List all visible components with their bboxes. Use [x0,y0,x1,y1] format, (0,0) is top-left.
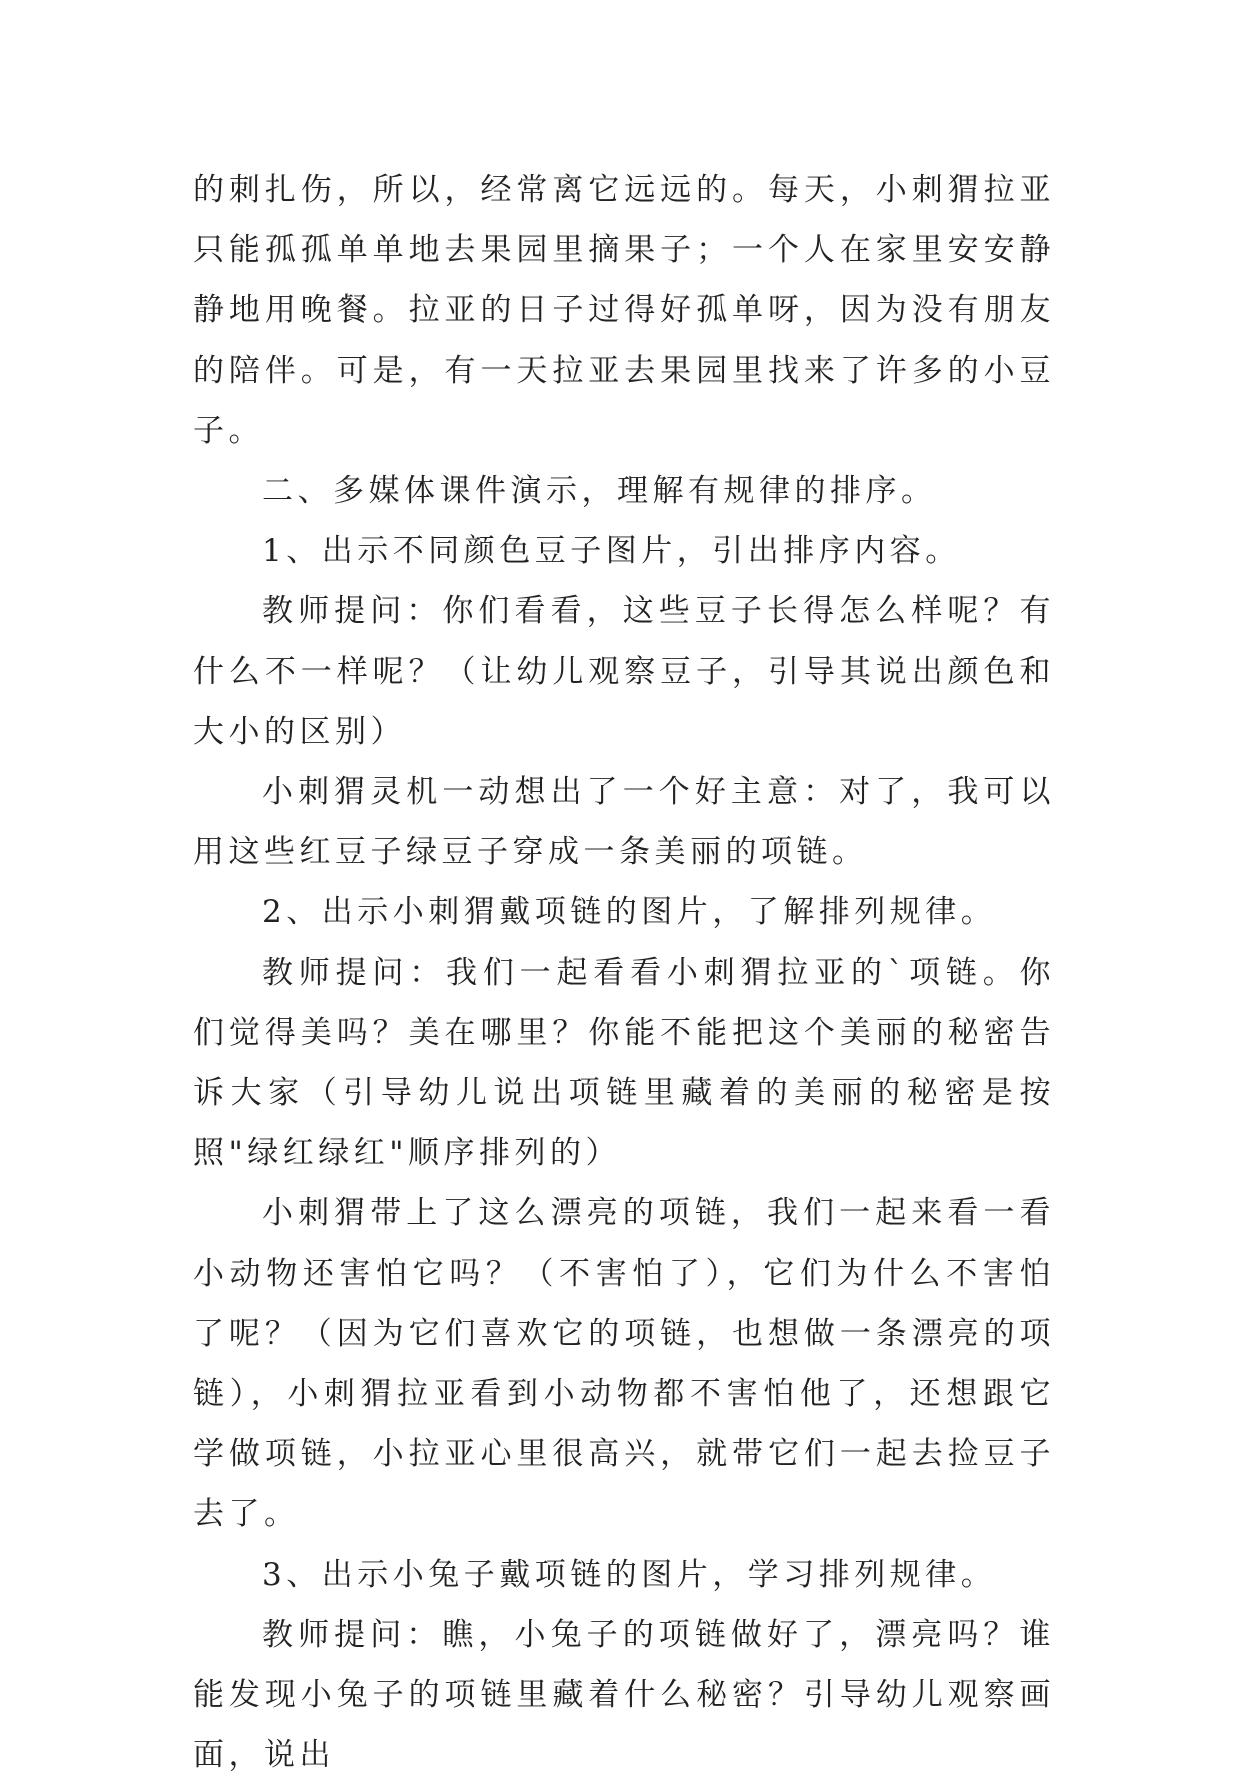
step-heading-1: 1、出示不同颜色豆子图片，引出排序内容。 [262,533,961,570]
paragraph-teacher-question-2: 教师提问：我们一起看看小刺猬拉亚的`项链。你们觉得美吗？美在哪里？你能不能把这个美丽的秘密告诉大家（引导幼儿说出项链里藏着的美丽的秘密是按照"绿红绿红"顺序排列的） [193,954,1055,1172]
step-heading-3: 3、出示小兔子戴项链的图片，学习排列规律。 [262,1556,997,1593]
section-heading-multimedia: 二、多媒体课件演示，理解有规律的排序。 [262,473,937,510]
paragraph-teacher-question-3: 教师提问：瞧，小兔子的项链做好了，漂亮吗？谁能发现小兔子的项链里藏着什么秘密？引导幼儿观察画面，说出 [193,1616,1055,1774]
document-body [193,160,1055,1785]
paragraph-teacher-question-1: 教师提问：你们看看，这些豆子长得怎么样呢？有什么不一样呢？（让幼儿观察豆子，引导其说出颜色和大小的区别） [193,593,1055,750]
paragraph-story-necklace: 小刺猬带上了这么漂亮的项链，我们一起来看一看小动物还害怕它吗？（不害怕了），它们为什么不害怕了呢？（因为它们喜欢它的项链，也想做一条漂亮的项链），小刺猬拉亚看到小动物都不害怕他了，还想跟它学做项链，小拉亚心里很高兴，就带它们一起去捡豆子去了。 [193,1195,1055,1533]
paragraph-story-idea: 小刺猬灵机一动想出了一个好主意：对了，我可以用这些红豆子绿豆子穿成一条美丽的项链。 [193,774,1055,871]
step-heading-2: 2、出示小刺猬戴项链的图片，了解排列规律。 [262,894,997,931]
paragraph-continuation: 的刺扎伤，所以，经常离它远远的。每天，小刺猬拉亚只能孤孤单单地去果园里摘果子；一个人在家里安安静静地用晚餐。拉亚的日子过得好孤单呀，因为没有朋友的陪伴。可是，有一天拉亚去果园里找来了许多的小豆子。 [193,172,1055,449]
